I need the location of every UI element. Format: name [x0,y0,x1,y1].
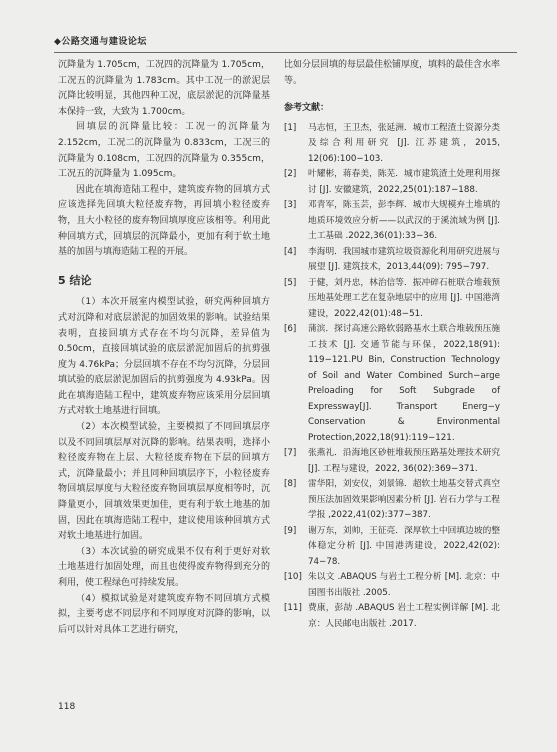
reference-item [284,524,500,571]
reference-text: 费康，彭劼 .ABAQUS 岩土工程实例详解 [M]. 北京：人民邮电出版社 .2017. [308,603,500,629]
reference-number: [2] [284,169,297,180]
header-divider [54,52,517,53]
reference-text: 叶耀彬，蒋春美，陈芜．城市建筑渣土处理利用探讨 [J]. 安徽建筑，2022,25(01):187−188. [308,169,500,195]
conclusion-item-1: （1）本次开展室内模型试验，研究两种回填方式对沉降和对底层淤泥的加固效果的影响。试验结果表明，直接回填方式存在不均匀沉降，差异值为 0.50cm，直接回填试验的底层淤泥加固后的抗剪强度为 4.76kPa；分层回填不存在不均匀沉降，分层回填试验的底层淤泥加固后的抗剪强度为 4.93kPa。因此在填海造陆工程中，建筑废弃物应该采用分层回填方式对软土地基进行回填。 [58,297,270,417]
reference-text: 马志恒，王卫杰，张延洲．城市工程渣土资源分类及综合利用研究 [J]. 江苏建筑，2015, 12(06):100−103. [308,122,500,164]
reference-text: 蒲滨．探讨高速公路软弱路基水土联合堆载预压施工技术 [J]. 交通节能与环保，2022,18(91): 119−121.PU Bin, Construction Technology of Soil and Water Combined Surch−arge Preloading for Soft Subgrade of Expressway[J]. Transport Energ−y Conservation & Environmental Protection,2022,18(91):119−121. [308,324,500,443]
body-paragraph: 因此在填海造陆工程中，建筑废弃物的回填方式应该选择先回填大粒径废弃物，再回填小粒径废弃物，且大小粒径的废弃物回填厚度应该相等。利用此种回填方式，回填层的沉降最小，更加有利于软土地基的加固与填海造陆工程的开展。 [58,184,270,258]
body-paragraph: 回填层的沉降量比较：工况一的沉降量为 2.152cm，工况二的沉降量为 0.833cm，工况三的沉降量为 0.108cm，工况四的沉降量为 0.355cm，工况五的沉降量为 1.095cm。 [58,122,270,180]
reference-number: [6] [284,324,297,335]
reference-number: [9] [284,525,297,536]
left-column [58,58,270,638]
reference-number: [10] [284,572,302,583]
section-title-conclusion: 5 结论 [58,273,92,287]
journal-header: ◆公路交通与建设论坛 [54,37,147,47]
page-number: 118 [58,702,76,712]
conclusion-item-4: （4）模拟试验是对建筑废弃物不同回填方式模拟，主要考虑不同层序和不同厚度对沉降的影响，以后可以针对具体工艺进行研究， [58,593,270,635]
reference-list [284,121,500,633]
reference-number: [5] [284,277,297,288]
reference-text: 雷华阳，刘安仪，刘景锦．超软土地基交替式真空预压法加固效果影响因素分析 [J]. 岩石力学与工程学报 ,2022,41(02):377−387. [308,479,500,521]
reference-item [284,276,500,323]
reference-text: 谢万东，刘帅，王征亮．深厚软土中回填边坡的整体稳定分析 [J]. 中国港湾建设，2022,42(02): 74−78. [308,525,500,567]
reference-text: 朱以文 .ABAQUS 与岩土工程分析 [M]. 北京：中国图书出版社 .2005. [308,572,500,598]
references-title: 参考文献： [284,103,330,114]
conclusion-item-2: （2）本次模型试验，主要模拟了不同回填层序以及不同回填层厚对沉降的影响。结果表明，选择小粒径废弃物在上层、大粒径废弃物在下层的回填方式，沉降量最小；并且同种回填层序下，小粒径废弃物回填层厚度与大粒径废弃物回填层厚度相等时，沉降量更小，回填效果更加佳，更有利于软土地基的加固，因此在填海造陆工程中，建议使用该种回填方式对软土地基进行加固。 [58,422,270,542]
reference-number: [4] [284,246,297,257]
reference-item [284,167,500,198]
reference-number: [1] [284,122,297,133]
right-column [284,58,500,632]
reference-number: [7] [284,448,297,459]
conclusion-item-3: （3）本次试验的研究成果不仅有利于更好对软土地基进行加固处理，而且也使得废弃物得到充分的利用，使工程绿色可持续发展。 [58,546,270,588]
body-paragraph-continued: 比如分层回填的每层最佳松铺厚度，填料的最佳含水率等。 [284,60,501,86]
reference-item [284,245,500,276]
reference-number: [3] [284,200,297,211]
reference-text: 于健，刘丹忠，林治信等．振冲碎石桩联合堆载预压地基处理工艺在复杂地层中的应用 [J]. 中国港湾建设，2022,42(01):48−51. [308,277,500,319]
reference-item [284,198,500,245]
reference-text: 张燕礼．沿海地区砂桩堆载预压路基处理技术研究 [J]. 工程与建设，2022, 36(02):369−371. [308,448,500,474]
reference-item [284,570,500,601]
reference-number: [11] [284,603,302,614]
reference-number: [8] [284,479,297,490]
reference-item [284,477,500,524]
reference-text: 李海明．我国城市建筑垃圾资源化利用研究进展与展望 [J]. 建筑技术，2013,44(09): 795−797. [308,246,500,273]
reference-text: 邓青军，陈玉芸，彭李辉．城市大规模弃土堆填的地质环境效应分析——以武汉的于溪流域为例 [J]. 土工基础 .2022,36(01):33−36. [308,200,500,242]
reference-item [284,601,500,632]
reference-item [284,322,500,446]
reference-item [284,121,500,168]
reference-item [284,446,500,477]
body-paragraph: 沉降量为 1.705cm，工况四的沉降量为 1.705cm，工况五的沉降量为 1.783cm。其中工况一的淤泥层沉降比较明显，其他四种工况，底层淤泥的沉降量基本保持一致，大致为 1.700cm。 [58,60,270,117]
